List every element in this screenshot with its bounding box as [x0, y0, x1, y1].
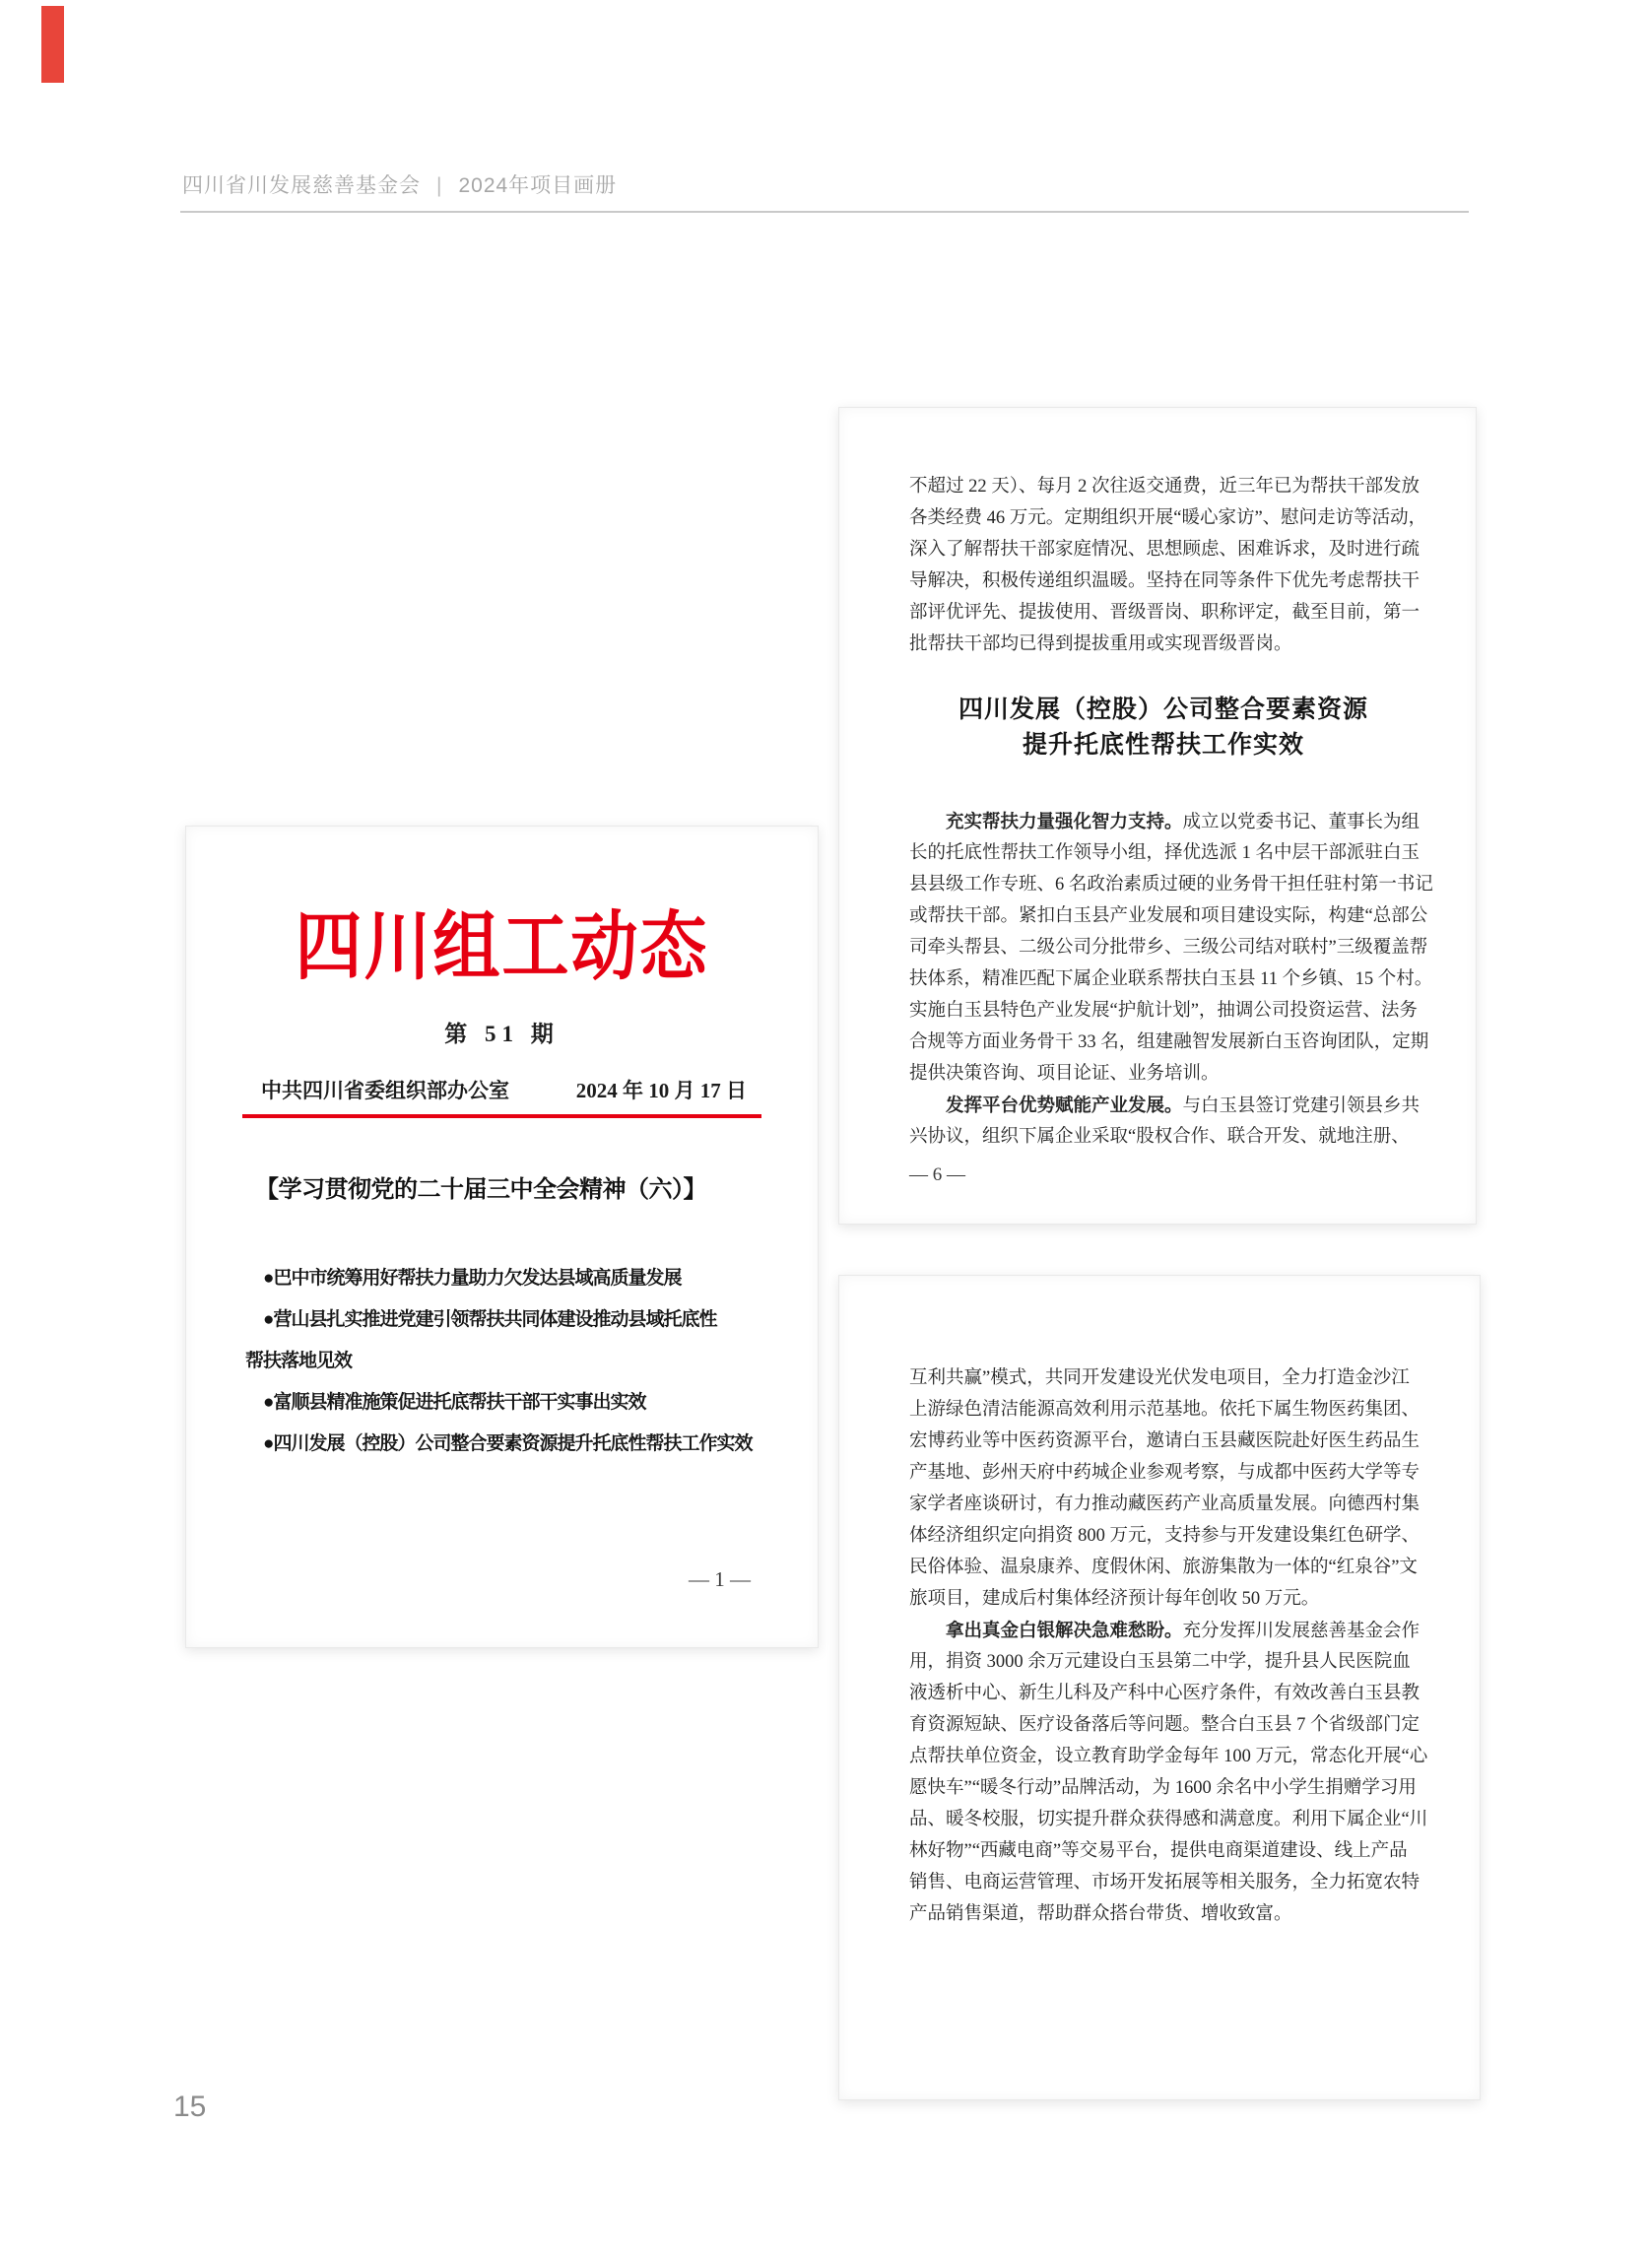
body-text-line: 批帮扶干部均已得到提拔重用或实现晋级晋岗。	[909, 634, 1292, 654]
newsletter-issue-number: 第 51 期	[444, 1022, 560, 1046]
toc-line: ●巴中市统筹用好帮扶力量助力欠发达县域高质量发展	[245, 1268, 682, 1289]
corner-accent-bar	[41, 6, 64, 83]
body-text-line	[909, 806, 1421, 837]
body-text-line: 合规等方面业务骨干 33 名，组建融智发展新白玉咨询团队，定期	[909, 1032, 1429, 1052]
body-text-line: 长的托底性帮扶工作领导小组，择优选派 1 名中层干部派驻白玉	[909, 843, 1421, 863]
body-text-line	[909, 1090, 1421, 1121]
booklet-page-number: 15	[173, 2091, 207, 2123]
body-text-line: 各类经费 46 万元。定期组织开展“暖心家访”、慰问走访等活动，	[909, 508, 1427, 528]
body-text-line: 育资源短缺、医疗设备落后等问题。整合白玉县 7 个省级部门定	[909, 1715, 1421, 1735]
paragraph-lead: 发挥平台优势赋能产业发展。	[946, 1095, 1183, 1115]
paragraph-lead-rest: 充分发挥川发展慈善基金会作	[1182, 1622, 1421, 1641]
paragraph-lead: 充实帮扶力量强化智力支持。	[946, 811, 1183, 831]
page6-paragraph-1	[909, 471, 1427, 660]
body-text-line: 上游绿色清洁能源高效利用示范基地。依托下属生物医药集团、	[909, 1400, 1421, 1420]
paragraph-lead-rest: 与白玉县签订党建引领县乡共	[1182, 1096, 1421, 1116]
body-text-line: 林好物”“西藏电商”等交易平台，提供电商渠道建设、线上产品	[909, 1841, 1408, 1861]
body-text-line: 不超过 22 天）、每月 2 次往返交通费，近三年已为帮扶干部发放	[909, 477, 1421, 497]
header-divider: |	[436, 174, 443, 197]
header-foundation-name: 四川省川发展慈善基金会	[182, 174, 421, 197]
page6-article-title	[909, 692, 1418, 763]
newsletter-page6-scan	[838, 407, 1477, 1225]
body-text-line: 县县级工作专班、6 名政治素质过硬的业务骨干担任驻村第一书记	[909, 875, 1433, 895]
body-text-line: 实施白玉县特色产业发展“护航计划”，抽调公司投资运营、法务	[909, 1001, 1418, 1021]
page-header	[182, 169, 617, 199]
newsletter-title: 四川组工动态	[295, 904, 709, 990]
article-title-line: 四川发展（控股）公司整合要素资源	[958, 696, 1368, 723]
toc-line: ●四川发展（控股）公司整合要素资源提升托底性帮扶工作实效	[245, 1433, 753, 1454]
body-text-line: 互利共赢”模式，共同开发建设光伏发电项目，全力打造金沙江	[909, 1368, 1410, 1388]
article-title-line: 提升托底性帮扶工作实效	[1022, 731, 1304, 759]
body-text-line: 兴协议，组织下属企业采取“股权合作、联合开发、就地注册、	[909, 1127, 1410, 1147]
newsletter-toc-list	[245, 1258, 782, 1465]
body-text-line: 液透析中心、新生儿科及产科中心医疗条件，有效改善白玉县教	[909, 1684, 1421, 1703]
body-text-line: 导解决，积极传递组织温暖。坚持在同等条件下优先考虑帮扶干	[909, 571, 1421, 591]
newsletter-page7-scan	[838, 1275, 1481, 2100]
body-text-line: 深入了解帮扶干部家庭情况、思想顾虑、困难诉求，及时进行疏	[909, 540, 1421, 560]
newsletter-date: 2024 年 10 月 17 日	[575, 1079, 747, 1102]
toc-line: ●富顺县精准施策促进托底帮扶干部干实事出实效	[245, 1392, 646, 1413]
toc-line: 帮扶落地见效	[245, 1351, 353, 1371]
page6-page-marker: — 6 —	[909, 1164, 965, 1185]
body-text-line: 体经济组织定向捐资 800 万元，支持参与开发建设集红色研学、	[909, 1526, 1421, 1546]
body-text-line: 家学者座谈研讨，有力推动藏医药产业高质量发展。向德西村集	[909, 1494, 1421, 1514]
body-text-line: 用，捐资 3000 余万元建设白玉县第二中学，提升县人民医院血	[909, 1652, 1411, 1672]
body-text-line	[909, 1615, 1421, 1646]
body-text-line: 司牵头帮县、二级公司分批带乡、三级公司结对联村”三级覆盖帮	[909, 938, 1428, 958]
body-text-line: 宏博药业等中医药资源平台，邀请白玉县藏医院赴好医生药品生	[909, 1431, 1421, 1451]
body-text-line: 产品销售渠道，帮助群众搭台带货、增收致富。	[909, 1904, 1292, 1924]
header-rule	[180, 211, 1469, 213]
body-text-line: 愿快车”“暖冬行动”品牌活动，为 1600 余名中小学生捐赠学习用	[909, 1778, 1417, 1798]
newsletter-section-heading: 【学习贯彻党的二十届三中全会精神（六）】	[255, 1176, 706, 1203]
body-text-line: 旅项目，建成后村集体经济预计每年创收 50 万元。	[909, 1589, 1320, 1609]
newsletter-red-rule	[242, 1114, 761, 1118]
body-text-line: 提供决策咨询、项目论证、业务培训。	[909, 1064, 1220, 1084]
body-text-line: 或帮扶干部。紧扣白玉县产业发展和项目建设实际，构建“总部公	[909, 906, 1428, 926]
newsletter-cover-scan	[185, 826, 819, 1648]
body-text-line: 点帮扶单位资金，设立教育助学金每年 100 万元，常态化开展“心	[909, 1747, 1428, 1766]
page6-paragraphs-2-3	[909, 806, 1433, 1153]
toc-line: ●营山县扎实推进党建引领帮扶共同体建设推动县域托底性	[245, 1309, 717, 1330]
newsletter-publisher-row	[261, 1075, 747, 1104]
body-text-line: 品、暖冬校服，切实提升群众获得感和满意度。利用下属企业“川	[909, 1810, 1428, 1829]
body-text-line: 销售、电商运营管理、市场开发拓展等相关服务，全力拓宽农特	[909, 1873, 1421, 1892]
body-text-line: 部评优评先、提拔使用、晋级晋岗、职称评定，截至目前，第一	[909, 603, 1421, 623]
body-text-line: 民俗体验、温泉康养、度假休闲、旅游集散为一体的“红泉谷”文	[909, 1558, 1418, 1577]
header-booklet-title: 2024年项目画册	[458, 174, 618, 197]
body-text-line: 扶体系，精准匹配下属企业联系帮扶白玉县 11 个乡镇、15 个村。	[909, 969, 1433, 989]
body-text-line: 产基地、彭州天府中药城企业参观考察，与成都中医药大学等专	[909, 1463, 1421, 1483]
paragraph-lead: 拿出真金白银解决急难愁盼。	[946, 1620, 1183, 1640]
cover-page-marker: — 1 —	[689, 1567, 751, 1591]
paragraph-lead-rest: 成立以党委书记、董事长为组	[1182, 813, 1421, 832]
page7-paragraphs	[909, 1362, 1428, 1930]
newsletter-publisher: 中共四川省委组织部办公室	[261, 1079, 509, 1102]
